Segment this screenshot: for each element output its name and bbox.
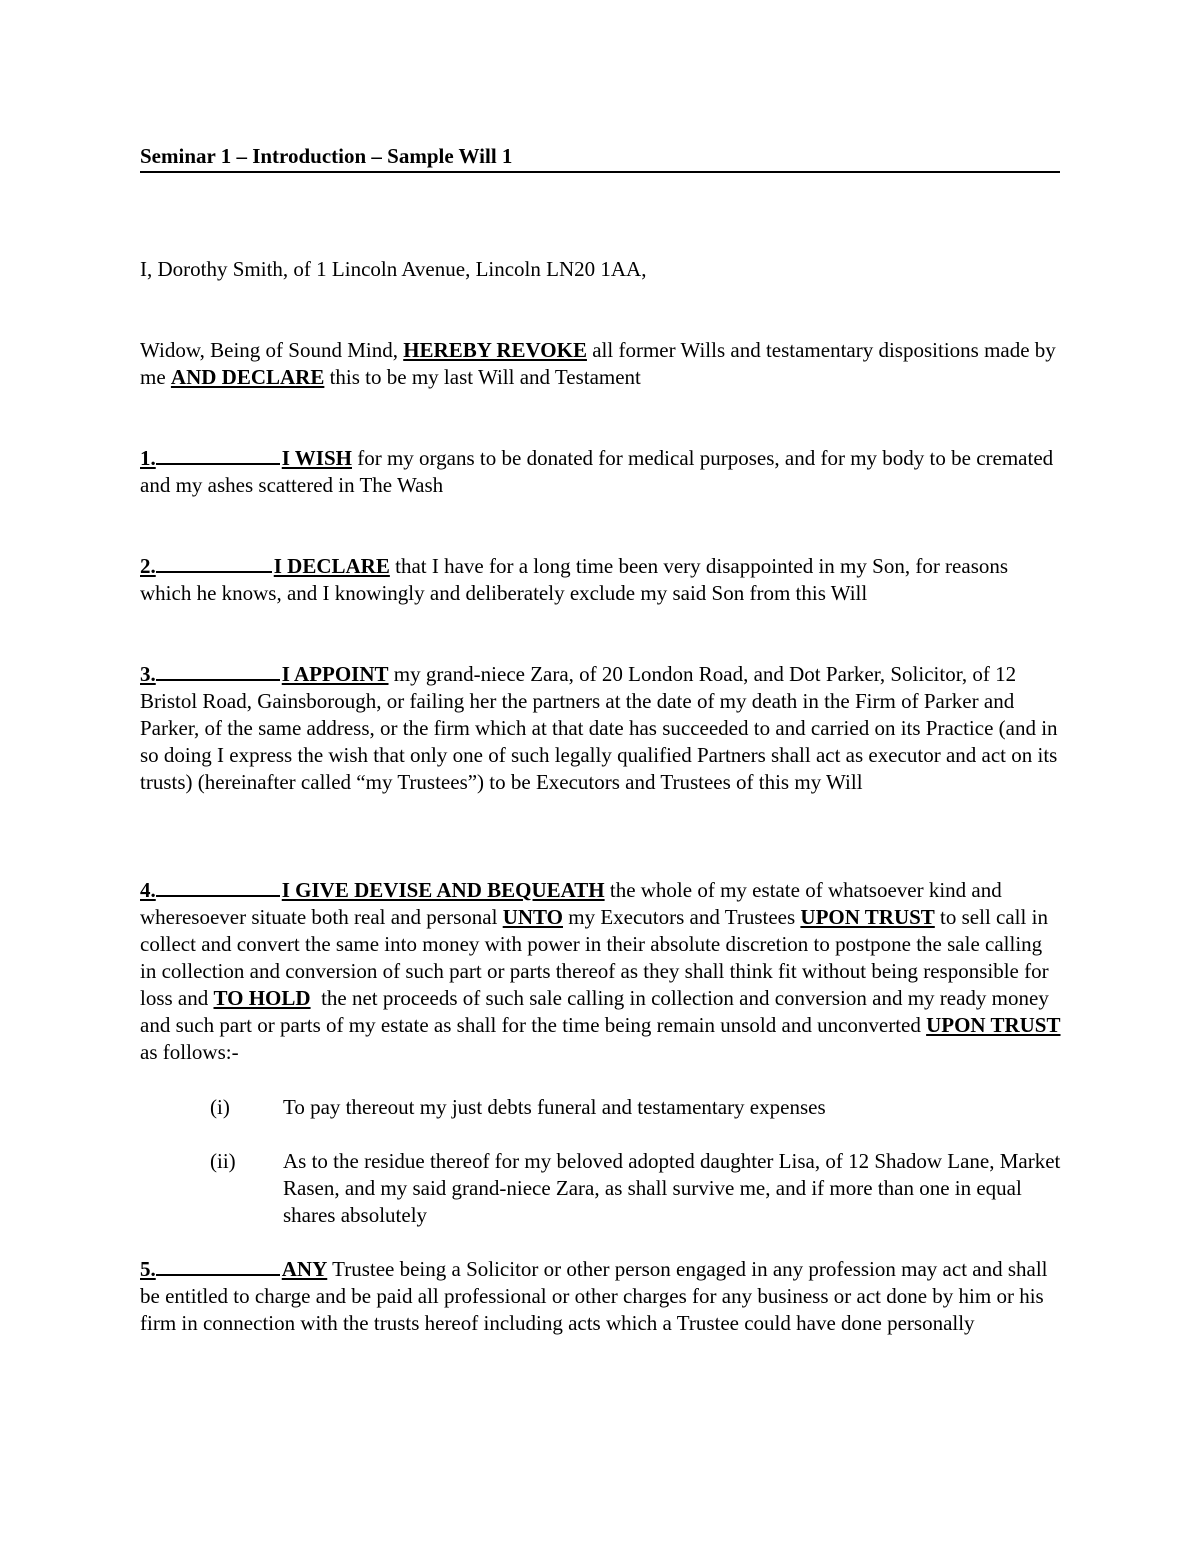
keyword-unto: UNTO xyxy=(502,905,563,929)
clause-text: Trustee being a Solicitor or other person engaged in any profession may act and shall be entitled to charge and be paid all professional or other charges for any business or act done by him or his firm in connection with the trusts hereof including acts which a Trustee could have done personally xyxy=(140,1257,1048,1335)
clause-text: my Executors and Trustees xyxy=(563,905,801,929)
revocation-text-2: all former Wills and testamentary dispositions made by me xyxy=(140,338,1056,389)
sub-item-text: As to the residue thereof for my beloved adopted daughter Lisa, of 12 Shadow Lane, Market Rasen, and my said grand-niece Zara, as shall survive me, and if more than one in equal shares absolutely xyxy=(283,1149,1061,1227)
clause-text: the whole of my estate of whatsoever kind and wheresoever situate both real and personal xyxy=(140,878,1002,929)
revocation-text-1: Widow, Being of Sound Mind, xyxy=(140,338,404,362)
revocation-paragraph xyxy=(140,337,1062,391)
sub-item-label: (ii) xyxy=(210,1149,236,1173)
clause-text: my grand-niece Zara, of 20 London Road, and Dot Parker, Solicitor, of 12 Bristol Road, Gainsborough, or failing her the partners at the date of my death in the Firm of Parker and Parker, of the same address, or the firm which at that date has succeeded to and carried on its Practice (and in so doing I express the wish that only one of such legally qualified Partners shall act as executor and act on its trusts) (hereinafter called “my Trustees”) to be Executors and Trustees of this my Will xyxy=(140,662,1058,794)
clause-number: 2. xyxy=(140,554,156,578)
clause-keyword: I WISH xyxy=(281,446,352,470)
clause-2 xyxy=(140,553,1062,607)
clause-number: 4. xyxy=(140,878,156,902)
clause-number: 1. xyxy=(140,446,156,470)
sub-item-label: (i) xyxy=(210,1095,230,1119)
clause-3 xyxy=(140,661,1062,796)
clause-text: that I have for a long time been very disappointed in my Son, for reasons which he knows, and I knowingly and deliberately exclude my said Son from this Will xyxy=(140,554,1009,605)
tab-underline xyxy=(156,1256,280,1276)
sub-item-text: To pay thereout my just debts funeral and testamentary expenses xyxy=(283,1095,826,1119)
keyword-give-devise-bequeath: I GIVE DEVISE AND BEQUEATH xyxy=(281,878,605,902)
keyword-and-declare: AND DECLARE xyxy=(170,365,325,389)
clause-1 xyxy=(140,445,1062,499)
clause-keyword: I DECLARE xyxy=(273,554,390,578)
revocation-text-3: this to be my last Will and Testament xyxy=(324,365,641,389)
tab-underline xyxy=(156,877,280,897)
clause-text: for my organs to be donated for medical purposes, and for my body to be cremated and my ashes scattered in The Wash xyxy=(140,446,1054,497)
keyword-upon-trust: UPON TRUST xyxy=(926,1013,1061,1037)
keyword-upon-trust: UPON TRUST xyxy=(800,905,935,929)
clause-4 xyxy=(140,877,1071,1066)
clause-number: 5. xyxy=(140,1257,156,1281)
clause-text: as follows:- xyxy=(140,1013,1071,1064)
clause-text: the net proceeds of such sale calling in collection and conversion and my ready money and such part or parts of my estate as shall for the time being remain unsold and unconverted xyxy=(140,986,1055,1037)
clause-keyword: ANY xyxy=(281,1257,328,1281)
tab-underline xyxy=(156,661,280,681)
testator-line: I, Dorothy Smith, of 1 Lincoln Avenue, Lincoln LN20 1AA, xyxy=(140,257,647,281)
tab-underline xyxy=(156,553,272,573)
clause-number: 3. xyxy=(140,662,156,686)
page-title: Seminar 1 – Introduction – Sample Will 1 xyxy=(140,143,1060,173)
clause-keyword: I APPOINT xyxy=(281,662,389,686)
keyword-to-hold: TO HOLD xyxy=(213,986,311,1010)
clause-text: to sell call in collect and convert the same into money with power in their absolute discretion to postpone the sale calling in collection and conversion of such part or parts thereof as they shall think fit without being responsible for loss and xyxy=(140,905,1049,1010)
tab-underline xyxy=(156,445,280,465)
keyword-hereby-revoke: HEREBY REVOKE xyxy=(403,338,587,362)
clause-5 xyxy=(140,1256,1062,1337)
